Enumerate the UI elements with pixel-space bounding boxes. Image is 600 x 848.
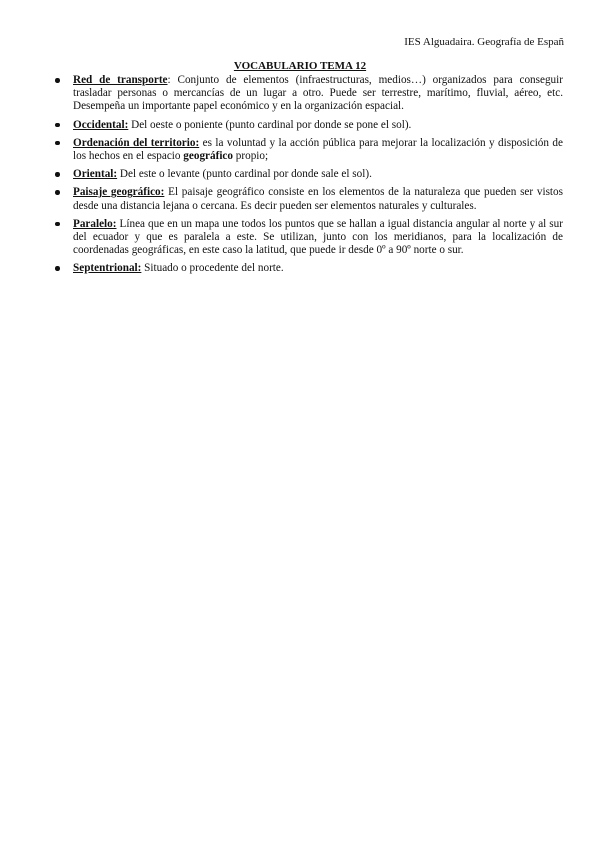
term-label: Ordenación del territorio: xyxy=(73,136,200,149)
bullet-icon xyxy=(55,172,60,177)
definition-text: Del este o levante (punto cardinal por donde sale el sol). xyxy=(117,168,372,181)
definition-text-end: propio; xyxy=(233,150,269,163)
bullet-icon xyxy=(55,78,60,83)
bullet-icon xyxy=(55,141,60,146)
list-item-occidental xyxy=(55,119,563,132)
bullet-icon xyxy=(55,123,60,128)
term-label: Oriental: xyxy=(73,168,118,181)
term-label: Septentrional: xyxy=(73,262,142,275)
list-item-septentrional xyxy=(55,262,563,275)
bullet-icon xyxy=(55,266,60,271)
definition-text: Del oeste o poniente (punto cardinal por donde se pone el sol). xyxy=(128,118,412,131)
term-label: Red de transporte xyxy=(73,74,168,86)
term-label: Paisaje geográfico: xyxy=(73,186,165,199)
definition-text: : Conjunto de elementos (infraestructuras, medios…) organizados para conseguir trasladar personas o mercancías de un lugar a otro. Puede ser terrestre, marítimo, fluvial, aéreo, etc. Desempeña un importante papel económico y en la organización espacial. xyxy=(73,74,563,113)
list-item-oriental xyxy=(55,168,563,181)
bullet-icon xyxy=(55,222,60,227)
list-item-ordenacion-del-territorio xyxy=(55,137,563,163)
definition-text: Línea que en un mapa une todos los puntos que se hallan a igual distancia angular al norte y al sur del ecuador y que es paralela a este. Se utilizan, junto con los meridianos, para la localización de coordenadas geográficas, en este caso la latitud, que puede ir desde 0º a 90º norte o sur. xyxy=(73,217,563,257)
vocabulary-list xyxy=(55,74,563,281)
list-item-red-de-transporte xyxy=(55,74,563,114)
bullet-icon xyxy=(55,190,60,195)
definition-text: Situado o procedente del norte. xyxy=(141,262,284,275)
term-label: Paralelo: xyxy=(73,217,117,230)
definition-text: El paisaje geográfico consiste en los elementos de la naturaleza que pueden ser vistos desde una distancia lejana o cercana. Es decir pueden ser elementos naturales y culturales. xyxy=(73,186,563,212)
term-label: Occidental: xyxy=(73,118,129,131)
definition-text: es la voluntad y la acción pública para mejorar la localización y disposición de los hechos en el espacio xyxy=(73,136,563,163)
page-header: IES Alguadaira. Geografía de Españ xyxy=(404,36,564,48)
list-item-paisaje-geografico xyxy=(55,186,563,212)
list-item-paralelo xyxy=(55,218,563,258)
bold-word: geográfico xyxy=(183,150,233,163)
document-title: VOCABULARIO TEMA 12 xyxy=(233,60,367,72)
